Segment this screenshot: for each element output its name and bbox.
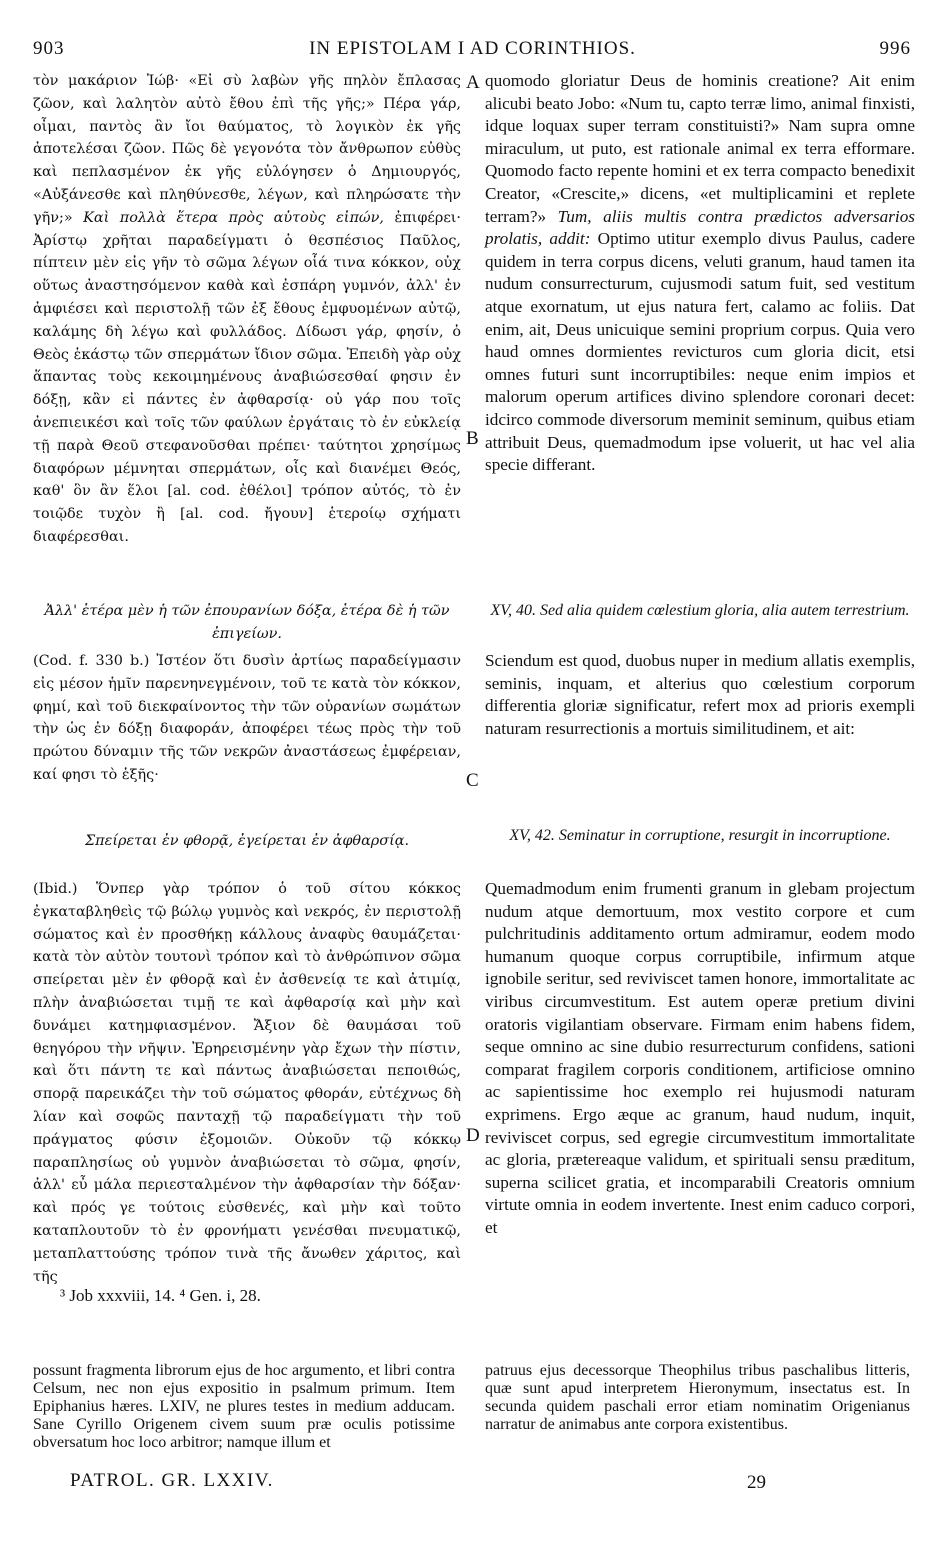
latin-italic-text: Tum, aliis multis contra prædictos adversarios prolatis, addit: xyxy=(485,206,915,249)
latin-paragraph-2: Sciendum est quod, duobus nuper in medium allatis exemplis, seminis, inquam, et alterius quo cœlestium corporum differentia gloriæ significatur, refert mox ad prioris exempli naturam resurrectionis a mortuis similitudinem, et ait: xyxy=(485,651,915,738)
greek-lemma-1: Ἀλλ' ἑτέρα μὲν ἡ τῶν ἐπουρανίων δόξα, ἑτέρα δὲ ἡ τῶν ἐπιγείων. xyxy=(44,603,450,642)
greek-italic-text: Καὶ πολλὰ ἕτερα πρὸς αὐτοὺς εἰπών, xyxy=(83,209,384,226)
greek-lemma-2: Σπείρεται ἐν φθορᾷ, ἐγείρεται ἐν ἀφθαρσίᾳ. xyxy=(84,833,410,849)
bottom-note-right: patruus ejus decessorque Theophilus tribus paschalibus litteris, quæ sunt apud interpretem Hieronymum, insectatus est. In secunda quidem paschali error etiam nominatim Origenianus narratur de animabus ante corpora existentibus. xyxy=(485,1362,910,1433)
signature-page-number: 29 xyxy=(747,1472,766,1493)
greek-text: τὸν μακάριον Ἰώβ· «Εἰ σὺ λαβὼν γῆς πηλὸν ἔπλασας ζῶον, καὶ λαλητὸν αὐτὸ ἔθου ἐπὶ τῆς γῆς;» Πέρα γάρ, οἶμαι, παντὸς ἂν ἴοι θαύματος, τὸ λογικὸν ἐκ γῆς ἀποτελέσαι ζῶον. Πῶς δὲ γεγονότα τὸν ἄνθρωπον εὐθὺς καὶ πεπλασμένον ἐκ γῆς εὐλόγησεν ὁ Δημιουργός, «Αὐξάνεσθε καὶ πληθύνεσθε, λέγων, καὶ πληρώσατε τὴν γῆν;» xyxy=(33,73,461,226)
latin-text: Optimo utitur exemplo divus Paulus, cadere quidem in terra corpus dicens, veluti granum, haud tamen ita nudum consurrecturum, cujusmodi satum fuit, sed vestitum atque exornatum, ut ejus natura fert, calamo ac foliis. Dat enim, ait, Deus unicuique semini proprium corpus. Quia vero haud omnes dormientes revicturos cum gloria dicit, etsi omnes futuri sunt incorruptibiles: neque enim impios et malorum operum artifices divino splendore coronari decet: idcirco commode diversorum meminit seminum, quibus etiam attribuit Deus, quemadmodum ipse voluerit, ut hac vel alia specie differant. xyxy=(485,229,915,475)
series-signature: PATROL. GR. LXXIV. xyxy=(70,1470,274,1491)
page-header xyxy=(0,34,945,64)
greek-paragraph-2: (Cod. f. 330 b.) Ἰστέον ὅτι δυσὶν ἀρτίως παραδείγμασιν εἰς μέσον ἡμῖν παρενηνεγμένοιν, τοῦ τε κατὰ τὸν κόκκον, φημί, καὶ τοῦ διεκφαίνοντος τὴν τῶν οὐρανίων σωμάτων τὴν ὡς ἐν δόξῃ διαφοράν, ἀποφέρει τέως πρὸς τὴν τοῦ πρώτου δύναμιν τῆς τῶν νεκρῶν ἀναστάσεως ἐμφέρειαν, καί φησι τὸ ἑξῆς· xyxy=(33,653,461,783)
margin-marker-c: C xyxy=(466,770,479,791)
latin-paragraph-1 xyxy=(485,70,915,477)
margin-marker-b: B xyxy=(466,428,479,449)
greek-paragraph-3: (Ibid.) Ὅνπερ γὰρ τρόπον ὁ τοῦ σίτου κόκκος ἐγκαταβληθεὶς τῷ βώλῳ γυμνὸς καὶ νεκρός, ἐν περιστολῇ σώματος καὶ ἐν προσθήκῃ κάλλους ἀναφὺς θαυμάζεται· κατὰ τὸν αὐτὸν τουτονὶ τρόπον καὶ τὸ ἀνθρώπινον σῶμα σπείρεται μὲν ἐν φθορᾷ καὶ ἐν ἀσθενείᾳ τε καὶ ἀτιμίᾳ, πλὴν ἀναβιώσεται τιμῇ τε καὶ ἀφθαρσίᾳ καὶ μὴν καὶ δυνάμει κατημφιασμένον. Ἄξιον δὲ θαυμάσαι τοῦ θεηγόρου τὴν νῆψιν. Ἐρηρεισμένην γὰρ ἔχων τὴν πίστιν, καὶ ὅτι πάντη τε καὶ πάντως ἀναβιώσεται πεποιθώς, σπορᾷ παρεικάζει τὴν τοῦ σώματος φθοράν, εὐτέχνως δὴ λίαν καὶ σοφῶς πανταχῇ τῷ παραδείγματι τὴν τοῦ πράγματος φύσιν ἐξομοιῶν. Οὐκοῦν τῷ κόκκῳ παραπλησίως οὐ γυμνὸν ἀναβιώσεται τὸ σῶμα, φησίν, ἀλλ' εὖ μάλα περιεσταλμένον τὴν ἀφθαρσίαν τὴν δόξαν· καὶ πρός γε τούτοις εὐσθενές, καὶ μὴν καὶ τοῦτο καταπλουτοῦν τὸ ἐν φρονήματι γενέσθαι πνευματικῷ, μεταπλαττούσης τρόπον τινὰ τῆς ἄνωθεν χάριτος, καὶ τῆς xyxy=(33,881,461,1285)
running-title: IN EPISTOLAM I AD CORINTHIOS. xyxy=(309,38,636,59)
bottom-note-left: possunt fragmenta librorum ejus de hoc argumento, et libri contra Celsum, nec non ejus expositio in psalmum primum. Item Epiphanius hæres. LXIV, ne plures testes in medium adducam. Sane Cyrillo Origenem civem suum præ oculis potissime obversatum hoc loco arbitror; namque illum et xyxy=(33,1362,455,1451)
latin-paragraph-3: Quemadmodum enim frumenti granum in glebam projectum nudum atque demortuum, mox vestito corpore et cum pulchritudinis additamento ortum admiramur, eodem modo humanum quoque corpus corruptibile, infirmum atque ignobile seritur, sed reviviscet tamen honore, immortalitate ac viribus circumvestitum. Est autem operæ pretium divini oratoris vigilantiam observare. Firmam enim habens fidem, seque omnino ac sine dubio resurrecturum confidens, sationi comparat fragilem corporis conditionem, artificiose omnino ac sapientissime hoc exemplo rei hujusmodi naturam exprimens. Ergo æque ac granum, haud nudum, inquit, reviviscet corpus, sed egregie circumvestitum immortalitate ac gloria, prætereaque validum, et spirituali sensu præditum, superna scilicet gratia, et incomparabili Creatoris omnium virtute omnia in eodem invertente. Inest enim caduco corpori, et xyxy=(485,879,915,1237)
latin-text: quomodo gloriatur Deus de hominis creatione? Ait enim alicubi beato Jobo: «Num tu, capto terræ limo, animal finxisti, idque loquax super terram constituisti?» Nam supra omne miraculum, ut puto, est rationale animal ex terra efformare. Quomodo facto repente homini et ex terra compacto benedixit Creator, «Crescite,» dicens, «et multiplicamini et replete terram?» xyxy=(485,71,915,226)
greek-paragraph-1 xyxy=(33,70,461,549)
latin-lemma-1 xyxy=(485,600,915,623)
margin-marker-a: A xyxy=(466,72,480,93)
greek-text: ἐπιφέρει· Ἀρίστῳ χρῆται παραδείγματι ὁ θεσπέσιος Παῦλος, πίπτειν μὲν εἰς γῆν τὸ σῶμα λέγων οἷά τινα κόκκον, οὐχ οὕτως ἀναστησόμενον καθὰ καὶ ἐσπάρη γυμνόν, ἀλλ' ἐν ἀμφιέσει καὶ περιστολῇ τῶν ἐξ ἔθους ἐμφυομένων αὐτῷ, καλάμης δὴ λέγω καὶ φυλλάδος. Δίδωσι γάρ, φησίν, ὁ Θεὸς ἑκάστῳ τῶν σπερμάτων ἴδιον σῶμα. Ἐπειδὴ γὰρ οὐχ ἅπαντας τοὺς κεκοιμημένους ἀναβιώσεσθαί φησιν ἐν δόξῃ, κἂν εἰ πάντες ἐν ἀφθαρσίᾳ· οὐ γάρ που τοῖς ἀνεπιεικέσι καὶ τοῖς τῶν φαύλων ἐργάταις τὸ ἐν εὐκλείᾳ τῇ παρὰ Θεοῦ στεφανοῦσθαι πρέπει· ταύτητοι χρησίμως διαφόρων μέμνηται σπερμάτων, οἷς καὶ διανέμει Θεός, καθ' ὃν ἂν ἕλοι [al. cod. ἐθέλοι] τρόπον αὐτός, τὸ ἐν τοιῷδε τυχὸν ἢ [al. cod. ἤγουν] ἑτεροίῳ σχήματι διαφέρεσθαι. xyxy=(33,209,461,545)
latin-lemma-text: XV, 40. Sed alia quidem cœlestium gloria, alia autem terrestrium. xyxy=(490,602,910,619)
latin-column xyxy=(485,70,915,1270)
latin-lemma-2 xyxy=(485,825,915,848)
right-page-number: 996 xyxy=(879,38,911,59)
margin-marker-d: D xyxy=(466,1125,480,1146)
latin-lemma-text: XV, 42. Seminatur in corruptione, resurgit in incorruptione. xyxy=(509,827,891,844)
greek-column xyxy=(33,70,461,1285)
footnotes: ³ Job xxxviii, 14. ⁴ Gen. i, 28. xyxy=(60,1286,261,1305)
left-page-number: 903 xyxy=(33,38,65,59)
